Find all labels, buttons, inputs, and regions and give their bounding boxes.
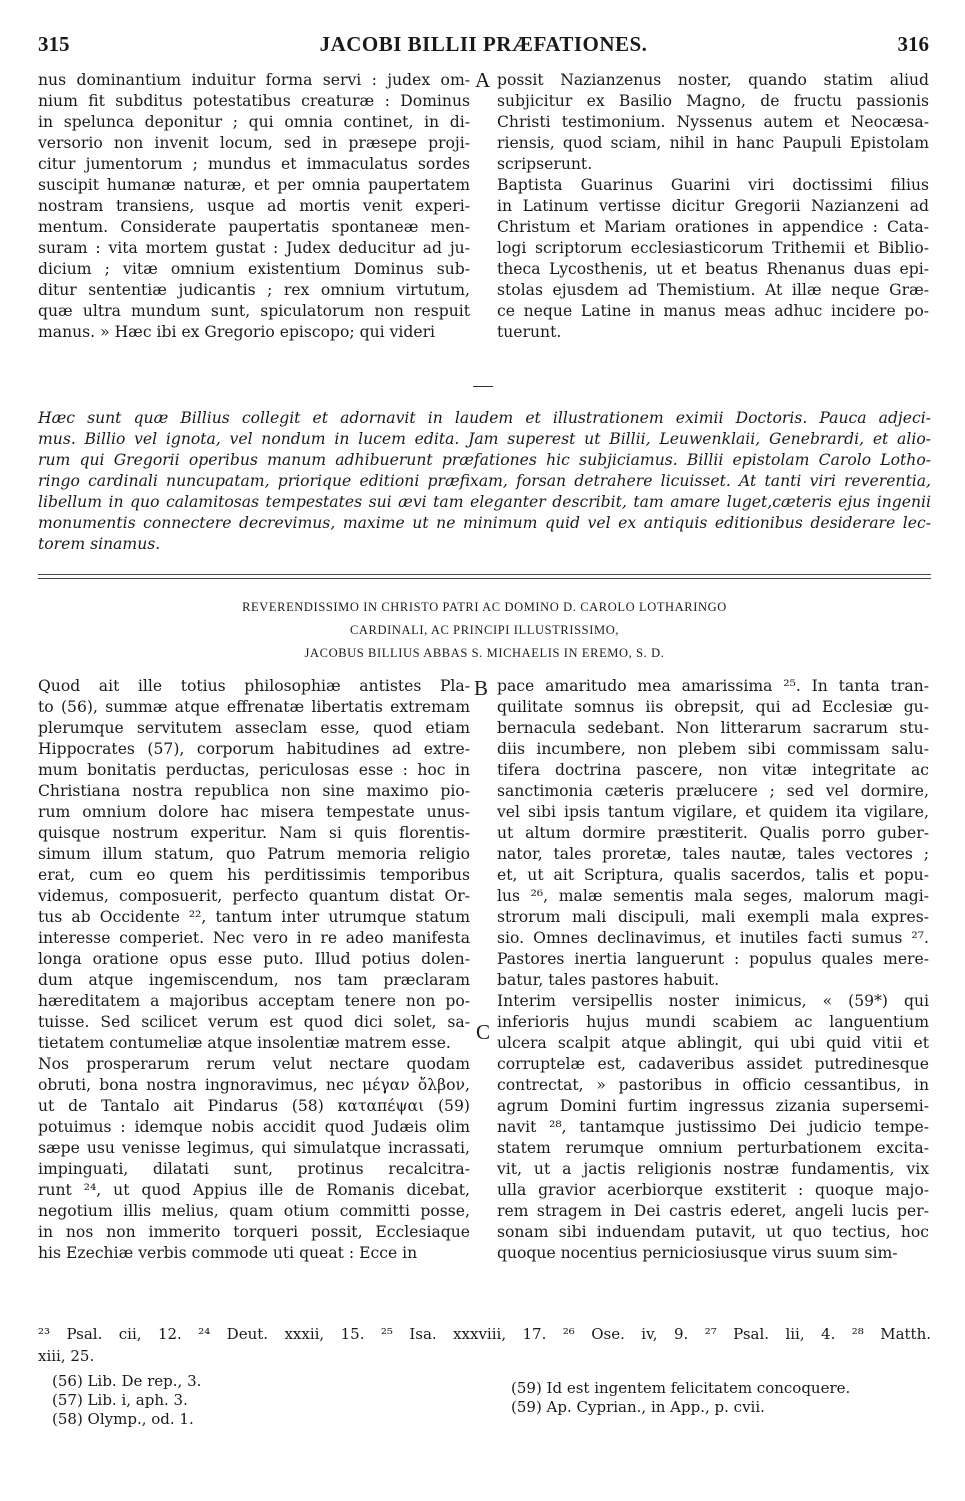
text-line: possit Nazianzenus noster, quando statim aliud xyxy=(497,71,929,89)
text-line: subjicitur ex Basilio Magno, de fructu passionis xyxy=(497,92,929,110)
text-line: longa oratione opus esse puto. Illud potius dolen- xyxy=(38,950,470,968)
text-line: ulcera scalpit atque ablingit, qui ubi quid vitii et xyxy=(497,1034,929,1052)
note-line: (57) Lib. i, aph. 3. xyxy=(52,1391,188,1409)
text-line: Christiana nostra republica non sine maximo pio- xyxy=(38,782,470,800)
text-line: Hippocrates (57), corporum habitudines ad extre- xyxy=(38,740,470,758)
text-line: Christi testimonium. Nyssenus autem et Neocæsa- xyxy=(497,113,929,131)
text-line: tuerunt. xyxy=(497,323,562,341)
text-line: videmus, composuerit, perfecto quantum distat Or- xyxy=(38,887,470,905)
text-line: sonam sibi induendam putavit, ut quo tectius, hoc xyxy=(497,1223,929,1241)
footnote-line: xiii, 25. xyxy=(38,1347,95,1365)
text-line: suscipit humanæ naturæ, et per omnia paupertatem xyxy=(38,176,470,194)
text-line: plerumque servitutem asseclam esse, quod etiam xyxy=(38,719,470,737)
text-line: tuisse. Sed scilicet verum est quod dici solet, sa- xyxy=(38,1013,470,1031)
text-line: quilitate somnus iis obrepsit, qui ad Ecclesiæ gu- xyxy=(497,698,929,716)
text-line: vit, ut a jactis religionis nostræ fundamentis, vix xyxy=(497,1160,929,1178)
text-line: monumentis connectere decrevimus, maxime ut ne minimum quid vel ex antiquis editionibus desiderare lec- xyxy=(38,514,931,532)
column-end-rule xyxy=(473,386,493,387)
dedication-heading xyxy=(38,596,931,665)
top-left-column xyxy=(38,70,470,343)
text-line: batur, tales pastores habuit. xyxy=(497,971,720,989)
text-line: mentum. Considerate paupertatis spontaneæ men- xyxy=(38,218,470,236)
text-line: citur jumentorum ; mundus et immaculatus sordes xyxy=(38,155,470,173)
text-line: dum atque ingemiscendum, nos tam præclaram xyxy=(38,971,470,989)
text-line: diis incumbere, non plebem sibi commissam salu- xyxy=(497,740,929,758)
text-line: riensis, quod sciam, nihil in hanc Paupuli Epistolam xyxy=(497,134,929,152)
text-line: pace amaritudo mea amarissima ²⁵. In tanta tran- xyxy=(497,677,929,695)
text-line: ulla gravior acerbiorque exstiterit : quoque majo- xyxy=(497,1181,929,1199)
text-line: quæ ultra mundum sunt, spiculatorum non respuit xyxy=(38,302,470,320)
text-line: sio. Omnes declinavimus, et inutiles facti sumus ²⁷. xyxy=(497,929,929,947)
dedication-line: REVERENDISSIMO IN CHRISTO PATRI AC DOMINO D. CAROLO LOTHARINGO xyxy=(242,600,727,614)
note-line: (59) Ap. Cyprian., in App., p. cvii. xyxy=(511,1398,765,1416)
page-number-right: 316 xyxy=(897,32,929,56)
text-line: potuimus : idemque nobis accidit quod Judæis olim xyxy=(38,1118,470,1136)
text-line: Nos prosperarum rerum velut nectare quodam xyxy=(38,1055,470,1073)
text-line: ce neque Latine in manus meas adhuc incidere po- xyxy=(497,302,929,320)
text-line: nium fit subditus potestatibus creaturæ : Dominus xyxy=(38,92,470,110)
footnote-line: ²³ Psal. cii, 12. ²⁴ Deut. xxxii, 15. ²⁵ Isa. xxxviii, 17. ²⁶ Ose. iv, 9. ²⁷ Psal. lii, 4. ²⁸ Matth. xyxy=(38,1325,931,1343)
text-line: ut altum dormire præstiterit. Qualis porro guber- xyxy=(497,824,929,842)
note-line: (59) Id est ingentem felicitatem concoquere. xyxy=(511,1379,851,1397)
section-rule-upper xyxy=(38,574,931,575)
text-line: impinguati, dilatati sunt, protinus recalcitra- xyxy=(38,1160,470,1178)
text-line: versorio non invenit locum, sed in præsepe proji- xyxy=(38,134,470,152)
top-right-column xyxy=(497,70,929,343)
note-line: (58) Olymp., od. 1. xyxy=(52,1410,194,1428)
section-marker-c: C xyxy=(476,1020,491,1044)
text-line: logi scriptorum ecclesiasticorum Trithemii et Biblio- xyxy=(497,239,929,257)
text-line: suram : vita mortem gustat : Judex deducitur ad ju- xyxy=(38,239,470,257)
running-head xyxy=(38,32,929,58)
text-line: statem rerumque omnium perturbationem excita- xyxy=(497,1139,929,1157)
text-line: his Ezechiæ verbis commode uti queat : Ecce in xyxy=(38,1244,418,1262)
main-right-column xyxy=(497,676,929,1264)
text-line: simum illum statum, quo Patrum memoria religio xyxy=(38,845,470,863)
text-line: Christum et Mariam orationes in appendice : Cata- xyxy=(497,218,929,236)
dedication-line: JACOBUS BILLIUS ABBAS S. MICHAELIS IN EREMO, S. D. xyxy=(304,646,665,660)
text-line: to (56), summæ atque effrenatæ libertatis extremam xyxy=(38,698,470,716)
dedication-line: CARDINALI, AC PRINCIPI ILLUSTRISSIMO, xyxy=(349,623,620,637)
text-line: bernacula sedebant. Non litterarum sacrarum stu- xyxy=(497,719,929,737)
text-line: et, ut ait Scriptura, qualis sacerdos, talis et popu- xyxy=(497,866,929,884)
text-line: torem sinamus. xyxy=(38,535,161,553)
text-line: in nos non immerito torqueri possit, Ecclesiaque xyxy=(38,1223,470,1241)
running-title: JACOBI BILLII PRÆFATIONES. xyxy=(319,32,648,56)
text-line: erat, cum eo quem his perditissimis temporibus xyxy=(38,866,470,884)
text-line: rum qui Gregorii operibus manum adhibuerunt præfationes hic subjiciamus. Billii epistolam Carolo Lotho- xyxy=(38,451,931,469)
text-line: Baptista Guarinus Guarini viri doctissimi filius xyxy=(497,176,929,194)
text-line: scripserunt. xyxy=(497,155,593,173)
text-line: nostram transiens, usque ad mortis venit experi- xyxy=(38,197,470,215)
text-line: vel sibi ipsis tantum vigilare, et quidem ita vigilare, xyxy=(497,803,929,821)
text-line: in spelunca deponitur ; qui omnia continet, in di- xyxy=(38,113,470,131)
text-line: rum omnium dolore hac misera tempestate unus- xyxy=(38,803,470,821)
main-left-column xyxy=(38,676,470,1264)
text-line: dicium ; vitæ omnium existentium Dominus sub- xyxy=(38,260,470,278)
text-line: Quod ait ille totius philosophiæ antistes Pla- xyxy=(38,677,470,695)
text-line: navit ²⁸, tantamque justissimo Dei judicio tempe- xyxy=(497,1118,929,1136)
text-line: theca Lycosthenis, ut et beatus Rhenanus duas epi- xyxy=(497,260,929,278)
text-line: manus. » Hæc ibi ex Gregorio episcopo; qui videri xyxy=(38,323,436,341)
text-line: strorum mali discipuli, mali exempli mala expres- xyxy=(497,908,929,926)
text-line: ut de Tantalo ait Pindarus (58) καταπέψαι (59) xyxy=(38,1097,470,1115)
section-marker-a: A xyxy=(475,68,491,92)
text-line: contrectat, » pastoribus in officio cessantibus, in xyxy=(497,1076,929,1094)
scripture-footnotes xyxy=(38,1323,931,1367)
text-line: mum bonitatis perductas, periculosas esse : hoc in xyxy=(38,761,470,779)
text-line: interesse comperiet. Nec vero in re adeo manifesta xyxy=(38,929,470,947)
editorial-notes-left xyxy=(52,1372,201,1429)
text-line: sanctimonia cæteris prælucere ; sed vel dormire, xyxy=(497,782,929,800)
text-line: tietatem contumeliæ atque insolentiæ matrem esse. xyxy=(38,1034,451,1052)
text-line: negotium illis melius, quam otium committi posse, xyxy=(38,1202,470,1220)
note-line: (56) Lib. De rep., 3. xyxy=(52,1372,202,1390)
text-line: Interim versipellis noster inimicus, « (59*) qui xyxy=(497,992,929,1010)
text-line: nator, tales proretæ, tales nautæ, tales vectores ; xyxy=(497,845,929,863)
text-line: nus dominantium induitur forma servi : judex om- xyxy=(38,71,470,89)
editorial-notes-right xyxy=(511,1379,850,1417)
page-number-left: 315 xyxy=(38,32,70,56)
section-marker-b: B xyxy=(474,676,489,700)
text-line: Pastores inertia languerunt : populus quales mere- xyxy=(497,950,929,968)
text-line: stolas ejusdem ad Themistium. At illæ neque Græ- xyxy=(497,281,929,299)
text-line: agrum Domini furtim ingressus zizania supersemi- xyxy=(497,1097,929,1115)
text-line: libellum in quo calamitosas tempestates sui ævi tam eleganter describit, tam amare luget,cæteris ejus ingenii xyxy=(38,493,931,511)
editor-note xyxy=(38,408,931,555)
text-line: lus ²⁶, malæ sementis mala seges, malorum magi- xyxy=(497,887,929,905)
text-line: quoque nocentius perniciosiusque virus suum sim- xyxy=(497,1244,898,1262)
text-line: sæpe usu venisse legimus, qui simulatque incrassati, xyxy=(38,1139,470,1157)
text-line: inferioris hujus mundi scabiem ac languentium xyxy=(497,1013,929,1031)
text-line: tifera doctrina pascere, non vitæ integritate ac xyxy=(497,761,929,779)
text-line: hæreditatem a majoribus acceptam tenere non po- xyxy=(38,992,470,1010)
text-line: obruti, bona nostra ingnoravimus, nec μέγαν ὄλβον, xyxy=(38,1076,470,1094)
text-line: quisque nostrum experitur. Nam si quis florentis- xyxy=(38,824,470,842)
text-line: mus. Billio vel ignota, vel nondum in lucem edita. Jam superest ut Billii, Leuwenklaii, Genebrardi, et alio- xyxy=(38,430,931,448)
text-line: Hæc sunt quæ Billius collegit et adornavit in laudem et illustrationem eximii Doctoris. Pauca adjeci- xyxy=(38,409,931,427)
text-line: corruptelæ est, cadaveribus assidet putredinesque xyxy=(497,1055,929,1073)
text-line: rem stragem in Dei castris ederet, angeli lucis per- xyxy=(497,1202,929,1220)
text-line: runt ²⁴, ut quod Appius ille de Romanis dicebat, xyxy=(38,1181,470,1199)
text-line: tus ab Occidente ²², tantum inter utrumque statum xyxy=(38,908,470,926)
section-rule-lower xyxy=(38,578,931,579)
text-line: in Latinum vertisse dicitur Gregorii Nazianzeni ad xyxy=(497,197,929,215)
text-line: ditur sententiæ judicantis ; rex omnium virtutum, xyxy=(38,281,470,299)
text-line: ringo cardinali nuncupatam, priorique editioni præfixam, forsan detrahere licuisset. At tanti viri reverentia, xyxy=(38,472,931,490)
